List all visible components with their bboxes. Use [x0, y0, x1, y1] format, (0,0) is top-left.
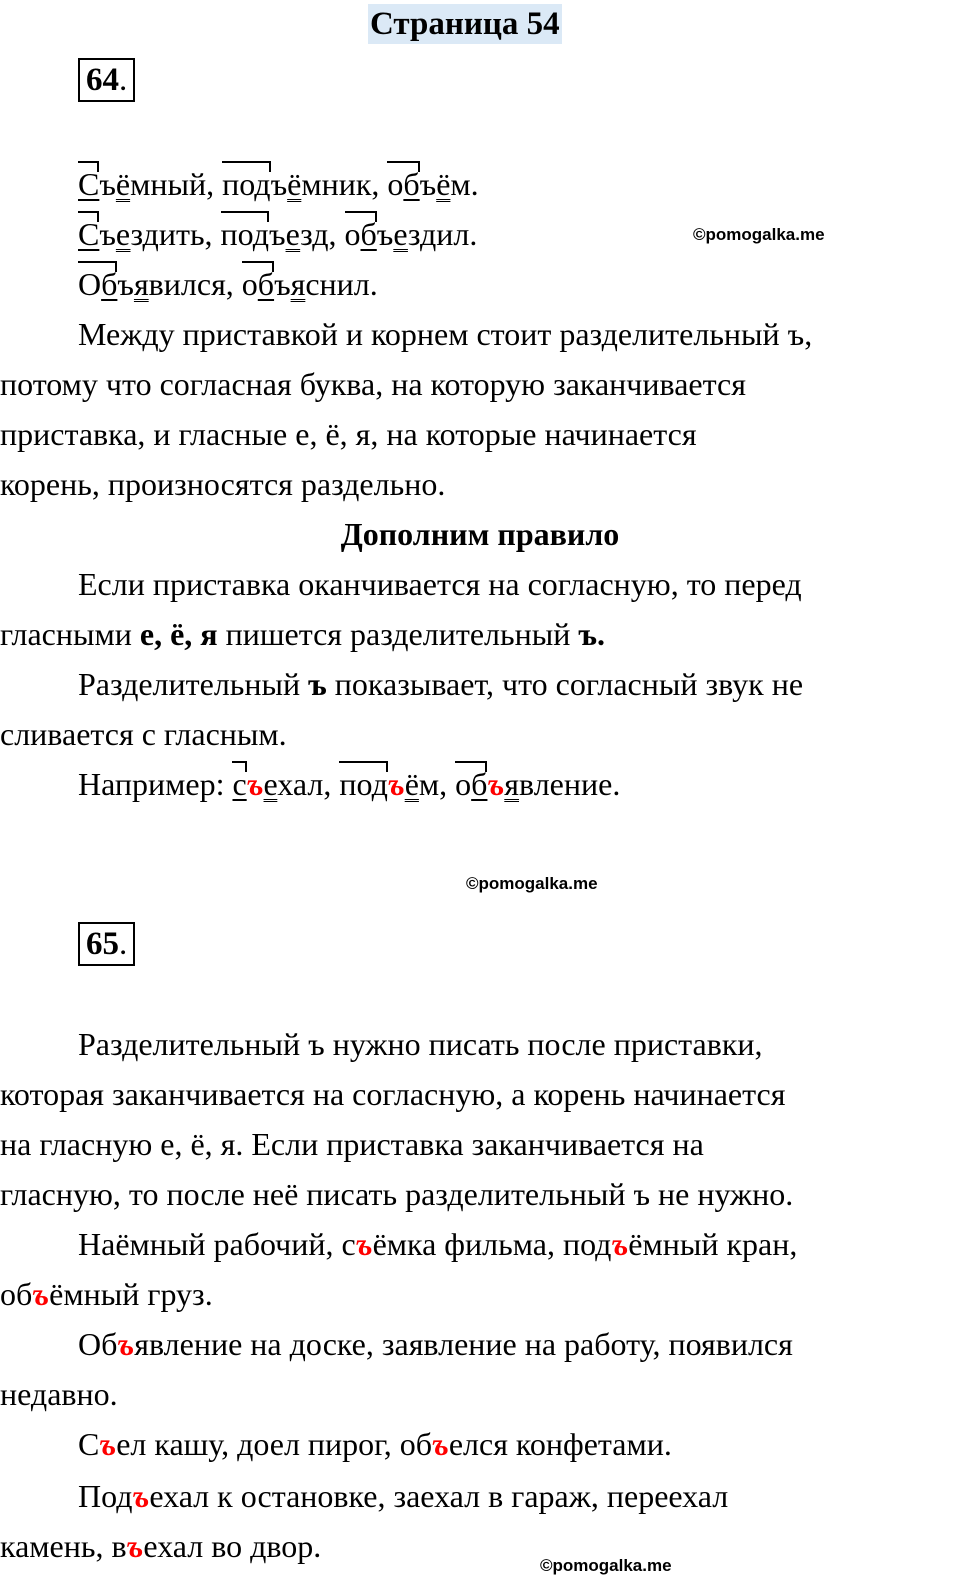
sentence-text: ёмный груз. [49, 1276, 213, 1312]
prefix-mark: об [344, 216, 377, 252]
prefix-mark [78, 214, 99, 254]
explanation-line: приставка, и гласные е, ё, я, на которые начинается [0, 416, 697, 452]
sentence-text: С [78, 1426, 100, 1462]
vowel-mark: е [263, 766, 278, 802]
example-sentence [0, 1526, 960, 1566]
explanation-line: Между приставкой и корнем стоит разделительный ъ, [78, 316, 813, 352]
example-sentence: недавно. [0, 1376, 118, 1412]
explanation-line: корень, произносятся раздельно. [0, 466, 446, 502]
vowel-mark: е [285, 216, 301, 252]
word-obyavilsya [78, 266, 242, 302]
rule-hard-sign-bold: ъ [308, 666, 327, 702]
example-sentence [0, 1274, 960, 1314]
examples-line [0, 764, 960, 804]
example-sentence [0, 1424, 960, 1464]
rule-text: показывает, что согласный звук не [326, 666, 804, 702]
word-rest: мный [130, 166, 207, 202]
word-rest: мник [301, 166, 372, 202]
hard-sign-red: ъ [32, 1276, 50, 1312]
sentence-text: ехал к остановке, заехал в гараж, переехал [149, 1478, 729, 1514]
task-number-value: 64 [86, 62, 119, 98]
watermark: ©pomogalka.me [466, 874, 598, 893]
rule-line: Если приставка оканчивается на согласную, то перед [78, 566, 802, 602]
vowel-mark: я [290, 266, 306, 302]
task-number-value: 65 [86, 926, 119, 962]
hard-sign-red: ъ [431, 1426, 449, 1462]
task-number-64 [78, 58, 135, 102]
prefix-consonant: С [78, 216, 100, 252]
paragraph-line: на гласную е, ё, я. Если приставка заканчивается на [0, 1126, 704, 1162]
prefix-consonant: б [257, 266, 275, 302]
rule-hard-sign-bold: ъ. [578, 616, 605, 652]
example-obyavlenie [455, 766, 620, 802]
paragraph-line: которая заканчивается на согласную, а корень начинается [0, 1076, 786, 1112]
sentence-text: ехал во двор. [143, 1528, 322, 1564]
rule-line [0, 664, 960, 704]
prefix-consonant: б [471, 766, 488, 802]
prefix-consonant: б [360, 216, 377, 252]
hard-sign-red: ъ [99, 1426, 117, 1462]
prefix-consonant: б [101, 266, 118, 302]
word-obyom [387, 166, 478, 202]
prefix-consonant: д [254, 166, 271, 202]
separator: , [371, 166, 388, 202]
vowel-mark: я [133, 266, 149, 302]
sentence-text: Об [78, 1326, 118, 1362]
prefix-consonant: д [252, 216, 270, 252]
paragraph-line: Разделительный ъ нужно писать после приставки, [78, 1026, 763, 1062]
sentence-text: об [0, 1276, 33, 1312]
sentence-text: Наёмный рабочий, с [78, 1226, 356, 1262]
rule-vowels-bold: е, ё, я [139, 616, 218, 652]
watermark: ©pomogalka.me [540, 1556, 672, 1575]
word-row-3 [0, 264, 960, 304]
hard-sign: ъ [376, 216, 394, 252]
sentence-text: явление на доске, заявление на работу, появился [134, 1326, 793, 1362]
word-rest: здил [407, 216, 470, 252]
example-sentence [0, 1224, 960, 1264]
prefix-consonant: с [232, 766, 247, 802]
rule-line [0, 614, 960, 654]
sentence-text: ёмный кран, [628, 1226, 798, 1262]
hard-sign: ъ [274, 266, 291, 302]
word-podyomnik [222, 166, 387, 202]
prefix-mark: об [455, 766, 488, 802]
hard-sign-red: ъ [355, 1226, 373, 1262]
prefix-mark: об [387, 166, 420, 202]
prefix-mark: под [339, 766, 388, 802]
separator: . [470, 166, 479, 202]
prefix-consonant: д [371, 766, 388, 802]
vowel-mark: ё [436, 166, 451, 202]
hard-sign: ъ [269, 216, 286, 252]
paragraph-line: гласную, то после неё писать разделительный ъ не нужно. [0, 1176, 794, 1212]
prefix-mark: об [241, 266, 275, 302]
word-obezdil [345, 216, 478, 252]
word-row-1 [0, 164, 960, 204]
rule-line: сливается с гласным. [0, 716, 287, 752]
hard-sign-red: ъ [246, 766, 264, 802]
separator: . [469, 216, 478, 252]
hard-sign-red: ъ [117, 1326, 135, 1362]
rule-text: Разделительный [78, 666, 309, 702]
hard-sign: ъ [99, 166, 116, 202]
vowel-mark: я [504, 766, 520, 802]
task-number-65 [78, 922, 135, 966]
word-sezdit [78, 216, 221, 252]
prefix-mark [78, 164, 99, 204]
rule-heading: Дополним правило [340, 516, 620, 552]
word-rest: зд [300, 216, 329, 252]
hard-sign-red: ъ [611, 1226, 629, 1262]
prefix-mark: под [220, 216, 270, 252]
task-number-dot: . [119, 62, 128, 98]
example-sentence [0, 1476, 960, 1516]
prefix-consonant: С [78, 166, 100, 202]
prefix-mark: Об [78, 266, 118, 302]
sentence-text: Под [78, 1478, 133, 1514]
word-syomnyy [78, 166, 222, 202]
page-title: Страница 54 [370, 6, 560, 42]
word-rest: вление [519, 766, 613, 802]
word-rest: здить [130, 216, 205, 252]
hard-sign-red: ъ [126, 1528, 144, 1564]
vowel-mark: ё [115, 166, 131, 202]
sentence-text: ел кашу, доел пирог, об [116, 1426, 432, 1462]
watermark: ©pomogalka.me [693, 225, 825, 244]
word-rest: снил [305, 266, 370, 302]
separator: , [206, 166, 223, 202]
vowel-mark: ё [404, 766, 419, 802]
separator: , [204, 216, 221, 252]
separator: , [225, 266, 242, 302]
vowel-mark: ё [287, 166, 302, 202]
example-sentence [0, 1324, 960, 1364]
hard-sign-red: ъ [132, 1478, 150, 1514]
word-rest: хал [277, 766, 324, 802]
word-rest: вился [148, 266, 226, 302]
separator: , [323, 766, 340, 802]
example-syehal [232, 766, 339, 802]
example-label: Например: [78, 766, 233, 802]
prefix-consonant: б [403, 166, 420, 202]
word-rest: м [450, 166, 471, 202]
separator: , [328, 216, 345, 252]
hard-sign: ъ [419, 166, 437, 202]
separator: . [369, 266, 378, 302]
separator: , [439, 766, 456, 802]
sentence-text: ёмка фильма, под [372, 1226, 612, 1262]
hard-sign-red: ъ [487, 766, 505, 802]
vowel-mark: е [115, 216, 131, 252]
word-rest: м [418, 766, 440, 802]
prefix-mark [232, 764, 246, 804]
word-podezd [221, 216, 345, 252]
hard-sign-red: ъ [387, 766, 405, 802]
example-podyom [339, 766, 455, 802]
sentence-text: елся конфетами. [448, 1426, 672, 1462]
sentence-text: камень, в [0, 1528, 127, 1564]
prefix-mark: под [222, 166, 271, 202]
word-obyasnil [242, 266, 378, 302]
rule-text: гласными [0, 616, 140, 652]
separator: . [612, 766, 621, 802]
vowel-mark: е [393, 216, 408, 252]
hard-sign: ъ [117, 266, 134, 302]
hard-sign: ъ [99, 216, 116, 252]
hard-sign: ъ [270, 166, 288, 202]
rule-text: пишется разделительный [217, 616, 579, 652]
explanation-line: потому что согласная буква, на которую заканчивается [0, 366, 746, 402]
task-number-dot: . [119, 926, 128, 962]
